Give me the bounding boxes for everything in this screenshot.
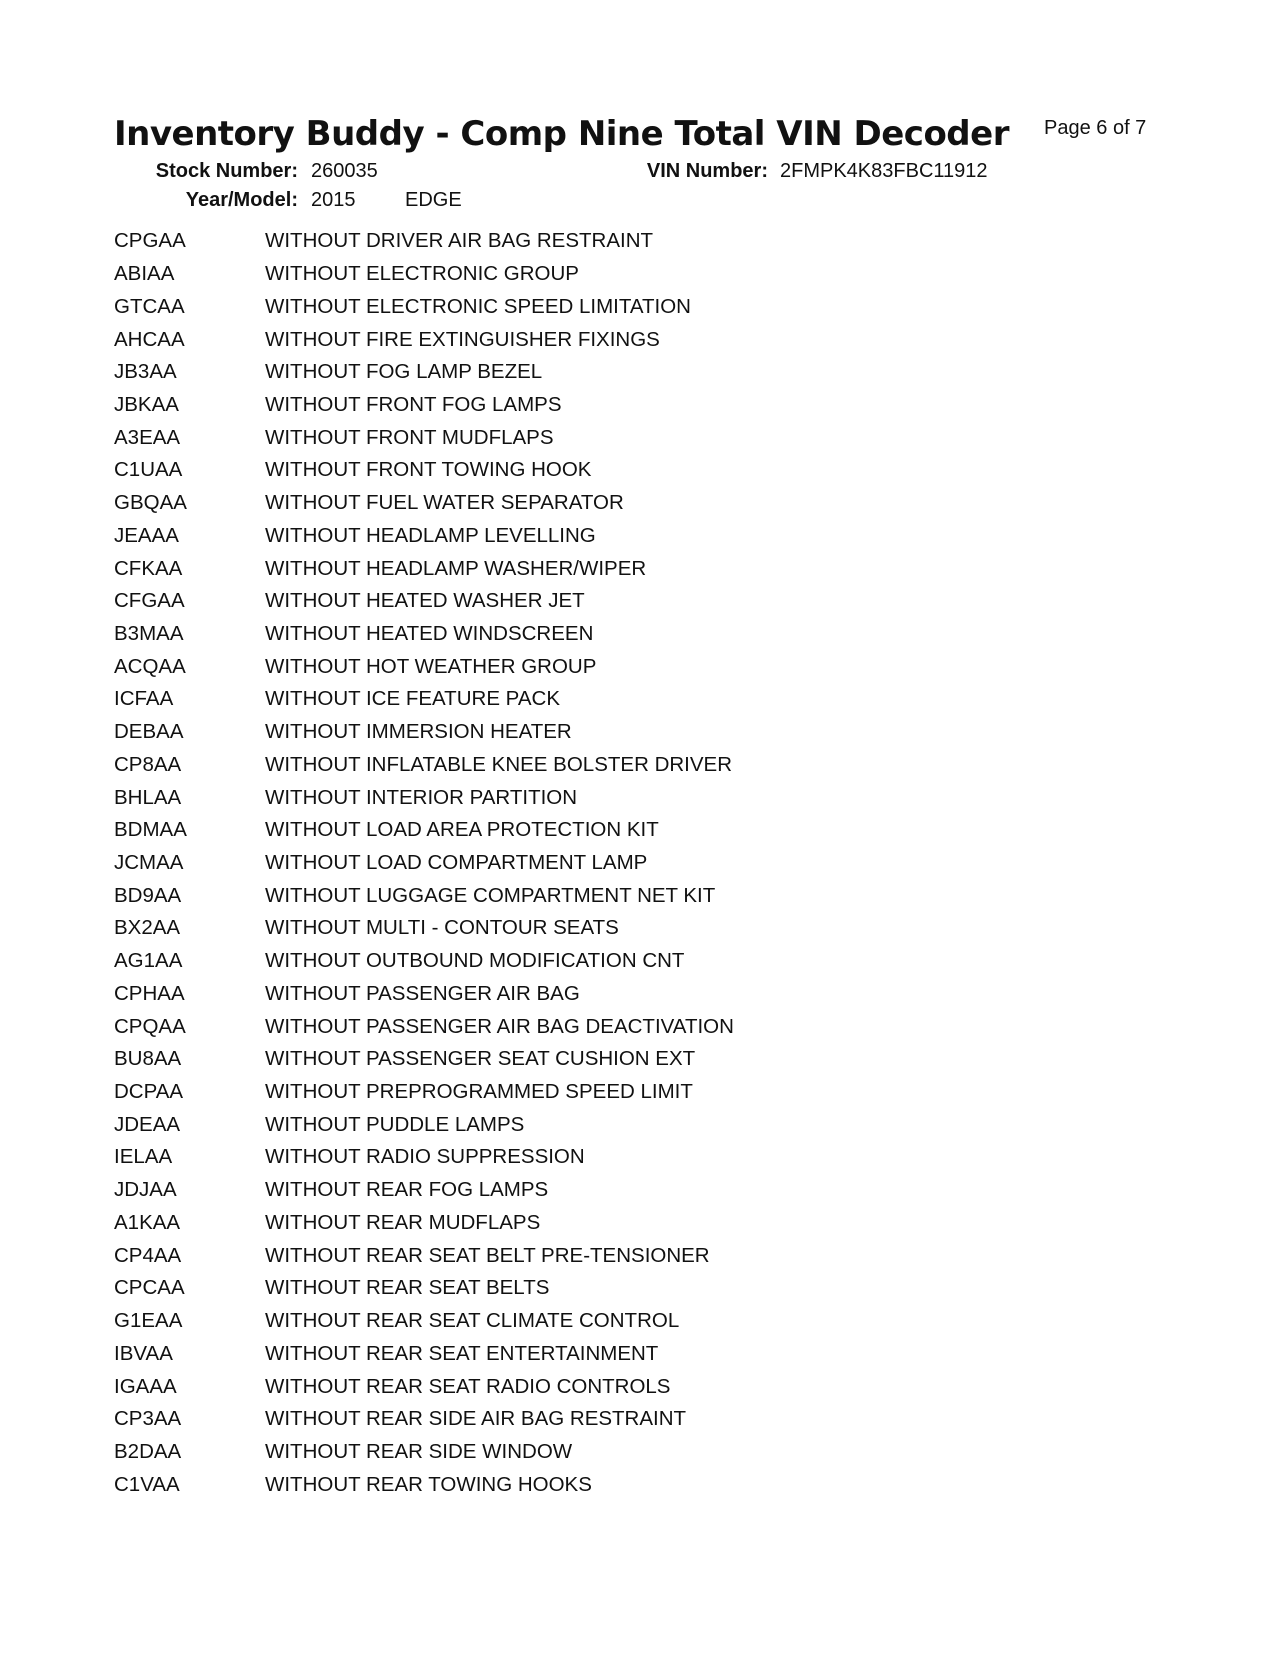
option-row (114, 1239, 734, 1272)
option-description: WITHOUT IMMERSION HEATER (265, 720, 572, 744)
option-row (114, 1010, 734, 1043)
option-row (114, 1108, 734, 1141)
option-description: WITHOUT HOT WEATHER GROUP (265, 654, 597, 678)
option-code: DEBAA (114, 720, 184, 744)
option-description: WITHOUT FUEL WATER SEPARATOR (265, 491, 624, 515)
option-code: IGAAA (114, 1374, 177, 1398)
option-code: A1KAA (114, 1210, 181, 1234)
report-title: Inventory Buddy - Comp Nine Total VIN Decoder (114, 114, 1009, 154)
option-code: C1VAA (114, 1472, 180, 1496)
option-description: WITHOUT ICE FEATURE PACK (265, 687, 560, 711)
option-description: WITHOUT OUTBOUND MODIFICATION CNT (265, 949, 685, 973)
option-code: G1EAA (114, 1309, 183, 1333)
option-code: CPQAA (114, 1014, 186, 1038)
option-code: C1UAA (114, 458, 183, 482)
option-row (114, 552, 734, 585)
option-row (114, 912, 734, 945)
option-code: BDMAA (114, 818, 187, 842)
option-row (114, 1468, 734, 1501)
stock-number-value: 260035 (311, 160, 378, 182)
option-row (114, 487, 734, 520)
option-code: DCPAA (114, 1080, 184, 1104)
option-row (114, 585, 734, 618)
option-description: WITHOUT LOAD AREA PROTECTION KIT (265, 818, 659, 842)
option-row (114, 421, 734, 454)
year-model-label: Year/Model: (185, 189, 298, 211)
option-description: WITHOUT FRONT MUDFLAPS (265, 425, 554, 449)
option-code: CP8AA (114, 752, 182, 776)
option-row (114, 1403, 734, 1436)
option-row (114, 978, 734, 1011)
option-description: WITHOUT REAR SEAT RADIO CONTROLS (265, 1374, 671, 1398)
option-code: IBVAA (114, 1341, 173, 1365)
option-row (114, 847, 734, 880)
option-description: WITHOUT REAR TOWING HOOKS (265, 1472, 592, 1496)
option-row (114, 618, 734, 651)
option-description: WITHOUT RADIO SUPPRESSION (265, 1145, 585, 1169)
option-code: JDJAA (114, 1178, 177, 1202)
option-description: WITHOUT HEATED WINDSCREEN (265, 621, 594, 645)
option-code: CPHAA (114, 981, 185, 1005)
option-description: WITHOUT ELECTRONIC GROUP (265, 262, 579, 286)
option-row (114, 1305, 734, 1338)
option-row (114, 1337, 734, 1370)
option-description: WITHOUT ELECTRONIC SPEED LIMITATION (265, 294, 691, 318)
option-description: WITHOUT PASSENGER AIR BAG DEACTIVATION (265, 1014, 734, 1038)
option-description: WITHOUT REAR SIDE AIR BAG RESTRAINT (265, 1407, 687, 1431)
option-description: WITHOUT REAR FOG LAMPS (265, 1178, 549, 1202)
option-code: JBKAA (114, 392, 179, 416)
option-code: ICFAA (114, 687, 174, 711)
option-code: JB3AA (114, 360, 177, 384)
option-description: WITHOUT REAR SEAT CLIMATE CONTROL (265, 1309, 680, 1333)
option-row (114, 1141, 734, 1174)
option-row (114, 225, 734, 258)
option-description: WITHOUT DRIVER AIR BAG RESTRAINT (265, 229, 654, 253)
option-code: B3MAA (114, 621, 184, 645)
option-row (114, 1370, 734, 1403)
vin-number-label: VIN Number: (646, 160, 768, 182)
option-code: CFGAA (114, 589, 185, 613)
option-row (114, 781, 734, 814)
option-description: WITHOUT REAR SEAT BELT PRE-TENSIONER (265, 1243, 710, 1267)
option-description: WITHOUT PASSENGER SEAT CUSHION EXT (265, 1047, 696, 1071)
option-description: WITHOUT REAR SEAT BELTS (265, 1276, 550, 1300)
year-value: 2015 (311, 189, 356, 211)
option-code: ABIAA (114, 262, 175, 286)
option-code: AG1AA (114, 949, 183, 973)
option-codes-list (114, 225, 734, 1501)
option-row (114, 519, 734, 552)
option-row (114, 1436, 734, 1469)
option-row (114, 683, 734, 716)
stock-number-label: Stock Number: (155, 160, 298, 182)
option-row (114, 454, 734, 487)
option-code: ACQAA (114, 654, 186, 678)
page-number: Page 6 of 7 (1044, 117, 1147, 139)
option-row (114, 356, 734, 389)
option-code: A3EAA (114, 425, 181, 449)
option-row (114, 879, 734, 912)
option-description: WITHOUT REAR SEAT ENTERTAINMENT (265, 1341, 659, 1365)
option-row (114, 258, 734, 291)
option-code: JDEAA (114, 1112, 181, 1136)
option-code: GBQAA (114, 491, 187, 515)
option-code: BX2AA (114, 916, 181, 940)
option-row (114, 749, 734, 782)
option-code: CP3AA (114, 1407, 182, 1431)
option-description: WITHOUT FIRE EXTINGUISHER FIXINGS (265, 327, 660, 351)
option-description: WITHOUT FOG LAMP BEZEL (265, 360, 543, 384)
option-row (114, 1076, 734, 1109)
option-code: BD9AA (114, 883, 182, 907)
option-row (114, 1043, 734, 1076)
option-description: WITHOUT PREPROGRAMMED SPEED LIMIT (265, 1080, 693, 1104)
option-code: CFKAA (114, 556, 183, 580)
option-row (114, 389, 734, 422)
option-row (114, 1174, 734, 1207)
option-description: WITHOUT HEADLAMP WASHER/WIPER (265, 556, 647, 580)
option-description: WITHOUT INFLATABLE KNEE BOLSTER DRIVER (265, 752, 733, 776)
option-description: WITHOUT REAR MUDFLAPS (265, 1210, 541, 1234)
option-description: WITHOUT LUGGAGE COMPARTMENT NET KIT (265, 883, 716, 907)
option-description: WITHOUT FRONT FOG LAMPS (265, 392, 562, 416)
option-description: WITHOUT HEADLAMP LEVELLING (265, 523, 596, 547)
option-code: JEAAA (114, 523, 179, 547)
option-row (114, 323, 734, 356)
option-code: GTCAA (114, 294, 185, 318)
option-description: WITHOUT MULTI - CONTOUR SEATS (265, 916, 619, 940)
option-row (114, 1272, 734, 1305)
option-description: WITHOUT INTERIOR PARTITION (265, 785, 578, 809)
option-description: WITHOUT LOAD COMPARTMENT LAMP (265, 851, 648, 875)
option-code: BHLAA (114, 785, 182, 809)
option-code: CPCAA (114, 1276, 185, 1300)
option-row (114, 650, 734, 683)
option-description: WITHOUT PUDDLE LAMPS (265, 1112, 525, 1136)
option-row (114, 814, 734, 847)
option-row (114, 290, 734, 323)
option-code: JCMAA (114, 851, 184, 875)
vin-number-value: 2FMPK4K83FBC11912 (780, 160, 988, 182)
option-code: AHCAA (114, 327, 185, 351)
option-row (114, 1207, 734, 1240)
option-row (114, 716, 734, 749)
option-description: WITHOUT REAR SIDE WINDOW (265, 1439, 573, 1463)
option-description: WITHOUT PASSENGER AIR BAG (265, 981, 580, 1005)
option-code: B2DAA (114, 1439, 182, 1463)
model-value: EDGE (405, 189, 462, 211)
option-code: IELAA (114, 1145, 173, 1169)
option-row (114, 945, 734, 978)
option-description: WITHOUT FRONT TOWING HOOK (265, 458, 592, 482)
option-code: CP4AA (114, 1243, 182, 1267)
option-code: CPGAA (114, 229, 186, 253)
option-code: BU8AA (114, 1047, 182, 1071)
option-description: WITHOUT HEATED WASHER JET (265, 589, 585, 613)
